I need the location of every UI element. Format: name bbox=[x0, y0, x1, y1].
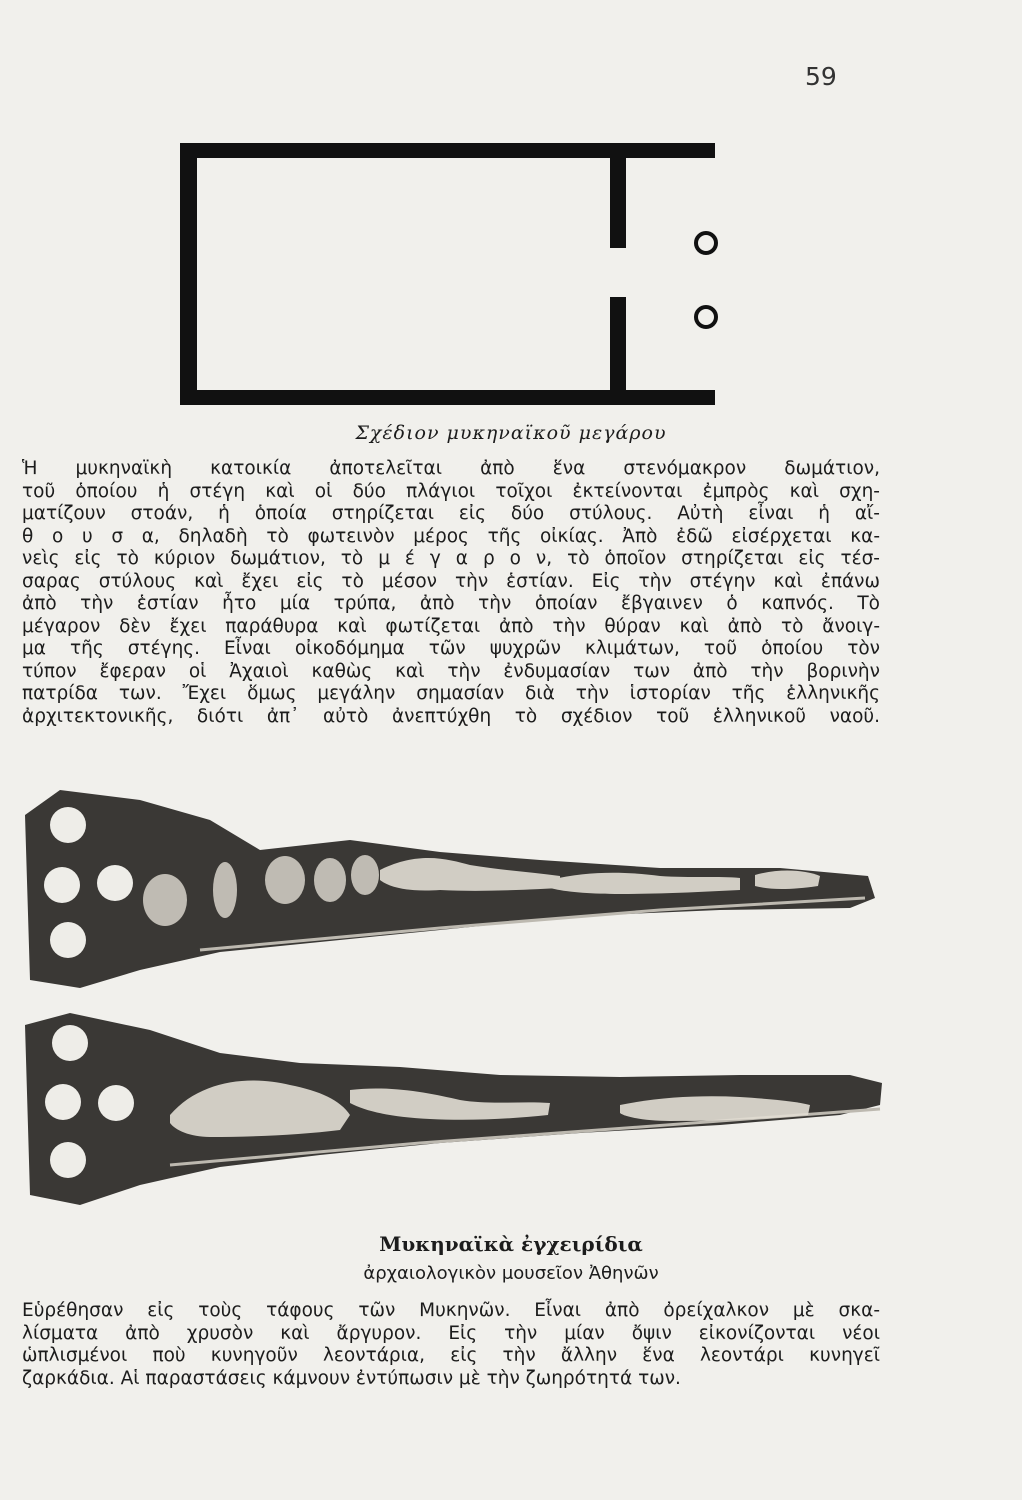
text-line: τοῦ ὁποίου ἡ στέγη καὶ οἱ δύο πλάγιοι τοῖχοι ἐκτείνονται ἐμπρὸς καὶ σχη- bbox=[22, 480, 880, 502]
plan-cross-wall-upper bbox=[610, 143, 626, 248]
text-line: ματίζουν στοάν, ἡ ὁποία στηρίζεται εἰς δύο στύλους. Αὐτὴ εἶναι ἡ αἴ- bbox=[22, 503, 880, 524]
rivet bbox=[97, 865, 133, 901]
rivet bbox=[44, 867, 80, 903]
paragraph-intro bbox=[22, 458, 880, 728]
text-line: νεὶς εἰς τὸ κύριον δωμάτιον, τὸ μ έ γ α ρ ο ν, τὸ ὁποῖον στηρίζεται εἰς τέσ- bbox=[22, 548, 880, 569]
text-line: ἀρχιτεκτονικῆς, διότι ἀπ᾽ αὐτὸ ἀνεπτύχθη τὸ σχέδιον τοῦ ἑλληνικοῦ ναοῦ. bbox=[22, 705, 880, 727]
text-line: Εὑρέθησαν εἰς τοὺς τάφους τῶν Μυκηνῶν. Εἶναι ἀπὸ ὀρείχαλκον μὲ σκα- bbox=[22, 1300, 880, 1321]
page-number: 59 bbox=[805, 62, 837, 91]
text-line: σαρας στύλους καὶ ἔχει εἰς τὸ μέσον τὴν ἑστίαν. Εἰς τὴν στέγην καὶ ἐπάνω bbox=[22, 570, 880, 592]
text-line: μα τῆς στέγης. Εἶναι οἰκοδόμημα τῶν ψυχρῶν κλιμάτων, τοῦ ὁποίου τὸν bbox=[22, 638, 880, 659]
daggers-caption-subtitle: ἀρχαιολογικὸν μουσεῖον Ἀθηνῶν bbox=[363, 1263, 659, 1284]
rivet bbox=[45, 1084, 81, 1120]
text-line: ὡπλισμένοι ποὺ κυνηγοῦν λεοντάρια, εἰς τὴν ἄλλην ἕνα λεοντάρι κυνηγεῖ bbox=[22, 1345, 880, 1366]
text-line: θ ο υ σ α, δηλαδὴ τὸ φωτεινὸν μέρος τῆς οἰκίας. Ἀπὸ ἐδῶ εἰσέρχεται κα- bbox=[22, 525, 880, 547]
rivet bbox=[98, 1085, 134, 1121]
text-line: τύπον ἔφεραν οἱ Ἀχαιοὶ καθὼς καὶ τὴν ἐνδυμασίαν των ἀπὸ τὴν βορινὴν bbox=[22, 660, 880, 682]
text-line: μέγαρον δὲν ἔχει παράθυρα καὶ φωτίζεται ἀπὸ τὴν θύραν καὶ ἀπὸ τὸ ἄνοιγ- bbox=[22, 615, 880, 637]
megaron-plan-figure bbox=[170, 135, 730, 415]
rivet bbox=[50, 807, 86, 843]
rivet bbox=[52, 1025, 88, 1061]
text-line: ἀπὸ τὴν ἑστίαν ἦτο μία τρύπα, ἀπὸ τὴν ὁποίαν ἔβγαινεν ὁ καπνός. Τὸ bbox=[22, 593, 880, 614]
rivet bbox=[50, 922, 86, 958]
plan-top-wall bbox=[180, 143, 715, 158]
plan-column-lower bbox=[696, 307, 716, 327]
text-line: ζαρκάδια. Αἱ παραστάσεις κάμνουν ἐντύπωσιν μὲ τὴν ζωηρότητά των. bbox=[22, 1367, 681, 1389]
plan-back-wall bbox=[180, 143, 197, 405]
plan-bottom-wall bbox=[180, 390, 715, 405]
text-line: λίσματα ἀπὸ χρυσὸν καὶ ἄργυρον. Εἰς τὴν μίαν ὄψιν εἰκονίζονται νέοι bbox=[22, 1322, 880, 1344]
daggers-caption-title: Μυκηναϊκὰ ἐγχειρίδια bbox=[379, 1232, 643, 1256]
text-line: Ἡ μυκηναϊκὴ κατοικία ἀποτελεῖται ἀπὸ ἕνα στενόμακρον δωμάτιον, bbox=[22, 458, 880, 479]
paragraph-daggers bbox=[22, 1300, 880, 1390]
plan-cross-wall-lower bbox=[610, 297, 626, 405]
plan-column-upper bbox=[696, 233, 716, 253]
plan-caption: Σχέδιον μυκηναϊκοῦ μεγάρου bbox=[355, 422, 667, 444]
dagger-blade-gazelle-hunt bbox=[20, 1005, 890, 1215]
text-line: πατρίδα των. Ἔχει ὅμως μεγάλην σημασίαν διὰ τὴν ἱστορίαν τῆς ἑλληνικῆς bbox=[22, 683, 880, 704]
dagger-blade-lion-hunt bbox=[20, 780, 890, 995]
rivet bbox=[50, 1142, 86, 1178]
